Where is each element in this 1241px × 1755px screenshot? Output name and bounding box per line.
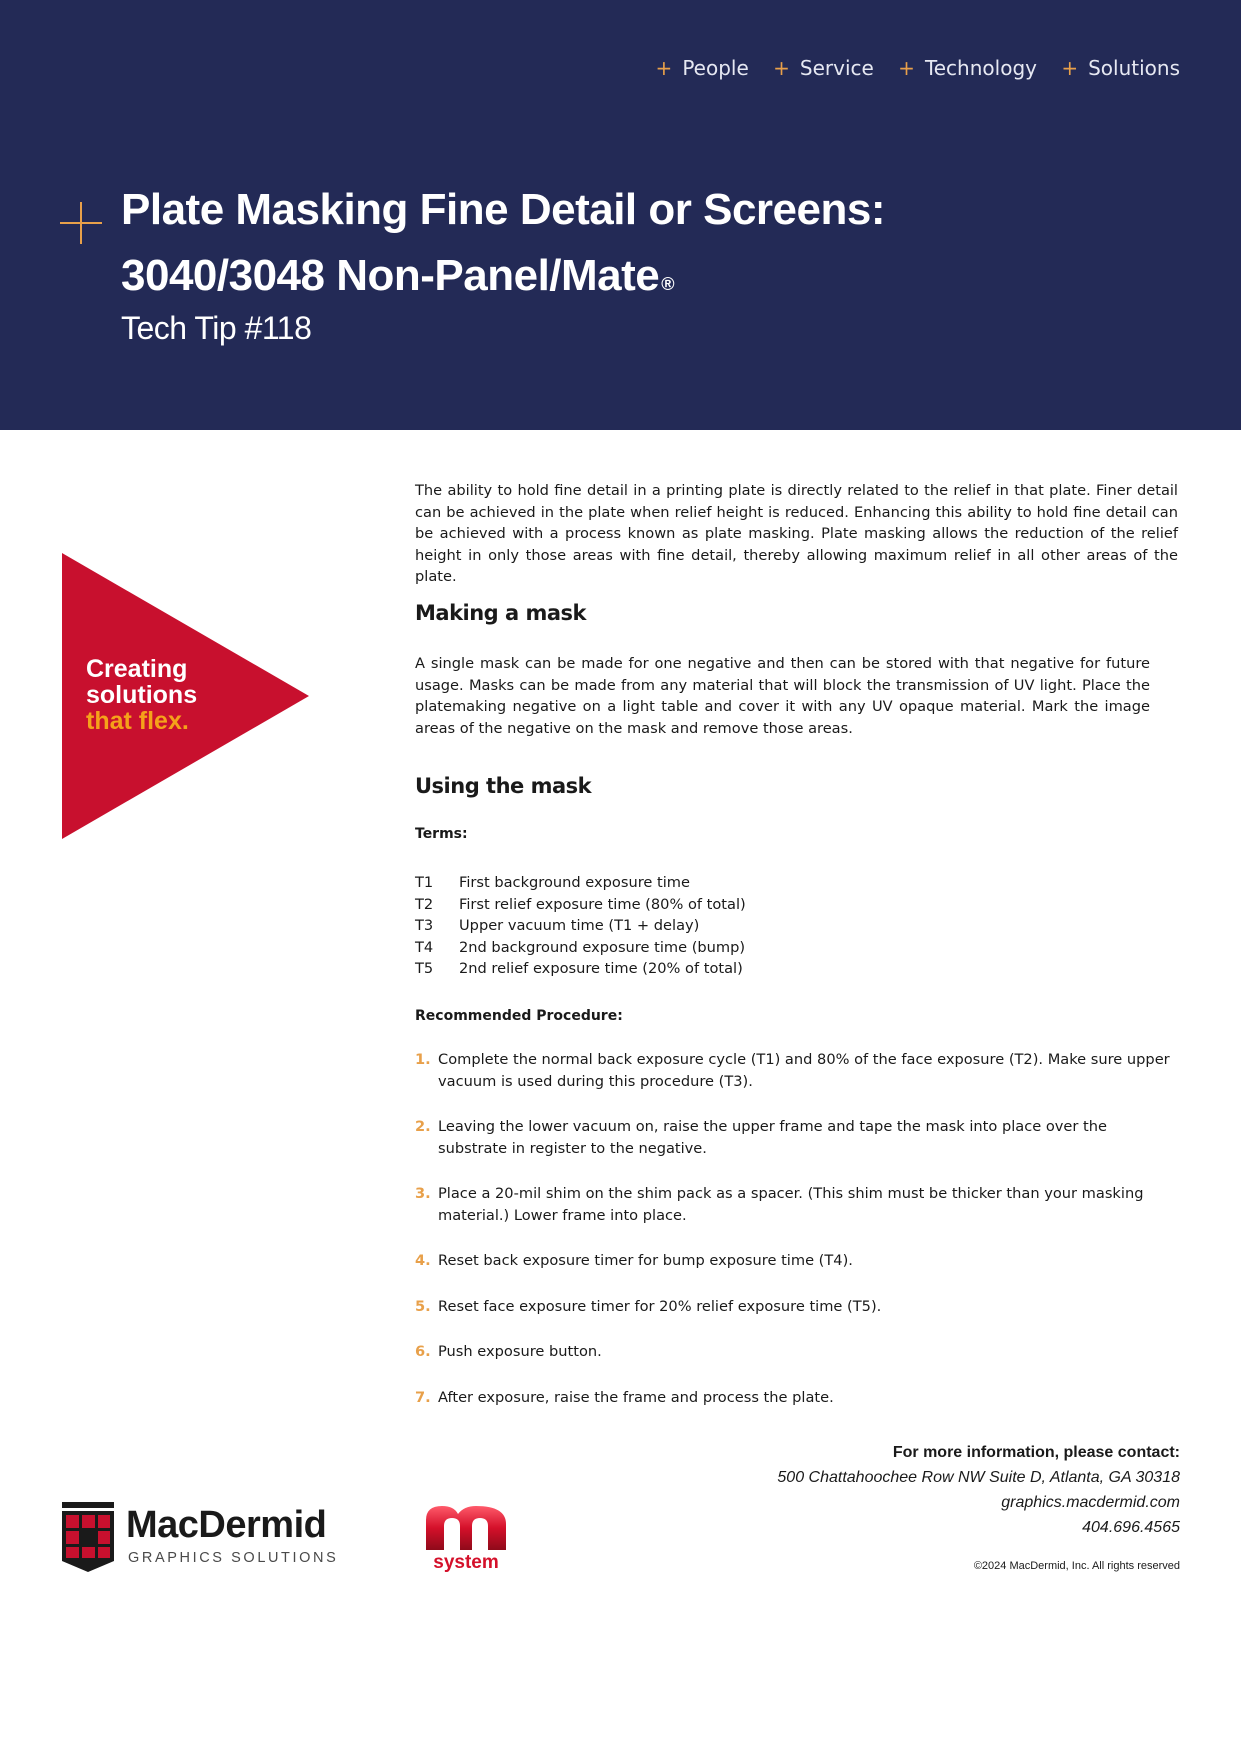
title-line-2-text: 3040/3048 Non-Panel/Mate (121, 251, 660, 300)
plus-icon: + (898, 56, 915, 80)
term-row (415, 937, 746, 959)
contact-website-link[interactable]: graphics.macdermid.com (1001, 1494, 1180, 1511)
plus-icon: + (655, 56, 673, 80)
promo-line-1: Creating (86, 655, 188, 683)
term-text: First relief exposure time (80% of total) (459, 895, 746, 913)
step-item (415, 1183, 1178, 1226)
step-text: Reset back exposure timer for bump exposure time (T4). (438, 1252, 853, 1269)
using-mask-heading: Using the mask (415, 774, 592, 798)
step-number: 6. (415, 1343, 431, 1360)
step-number: 2. (415, 1118, 431, 1135)
step-text: Reset face exposure timer for 20% relief exposure time (T5). (438, 1297, 882, 1315)
step-number: 4. (415, 1252, 431, 1269)
step-item (415, 1250, 1178, 1272)
macdermid-wordmark: MacDermid (126, 1504, 327, 1546)
macdermid-logo (62, 1502, 352, 1572)
m-system-logo (418, 1500, 514, 1572)
page-title (121, 177, 1171, 309)
macdermid-mark-icon (62, 1502, 114, 1572)
term-code: T2 (415, 895, 434, 913)
term-text: First background exposure time (459, 874, 690, 891)
title-line-1: Plate Masking Fine Detail or Screens: (121, 185, 885, 234)
term-code: T4 (415, 938, 434, 956)
terms-label: Terms: (415, 826, 468, 842)
term-row (415, 872, 746, 894)
registered-mark: ® (661, 274, 675, 294)
step-item (415, 1296, 1178, 1318)
term-row (415, 915, 746, 937)
intro-paragraph: The ability to hold fine detail in a printing plate is directly related to the relief in that plate. Finer detail can be achieved in the plate when relief height is reduced. Enhancing this ability to hold fine detail can be achieved with a process known as plate masking. Plate masking allows the reduction of the relief height in only those areas with fine detail, thereby allowing maximum relief in all other areas of the plate. (415, 482, 1178, 585)
contact-address: 500 Chattahoochee Row NW Suite D, Atlanta, GA 30318 (777, 1469, 1180, 1486)
term-code: T1 (415, 874, 434, 891)
promo-text (86, 656, 197, 734)
copyright: ©2024 MacDermid, Inc. All rights reserved (973, 1560, 1180, 1572)
making-mask-paragraph: A single mask can be made for one negative and then can be stored with that negative for future usage. Masks can be made from any material that will block the transmission of UV light. Place the platemaking negative on a light table and cover it with any UV opaque material. Mark the image areas of the negative on the mask and remove those areas. (415, 655, 1150, 737)
page-subtitle: Tech Tip #118 (121, 310, 312, 346)
step-number: 7. (415, 1388, 431, 1406)
tagline-item: Solutions (1088, 56, 1180, 80)
promo-line-3: that flex. (86, 707, 189, 735)
step-item (415, 1341, 1178, 1363)
step-number: 5. (415, 1297, 431, 1315)
step-text: Place a 20-mil shim on the shim pack as a spacer. (This shim must be thicker than your masking material.) Lower frame into place. (438, 1185, 1144, 1224)
title-plus-icon (60, 202, 102, 244)
making-mask-heading: Making a mask (415, 601, 587, 625)
step-number: 1. (415, 1051, 431, 1068)
step-item (415, 1116, 1178, 1159)
m-system-wordmark: system (433, 1552, 499, 1572)
plus-icon: + (773, 56, 790, 80)
step-item (415, 1387, 1178, 1409)
step-text: After exposure, raise the frame and process the plate. (438, 1388, 834, 1406)
step-text: Complete the normal back exposure cycle (T1) and 80% of the face exposure (T2). Make sure upper vacuum is used during this procedure (T3). (438, 1051, 1170, 1090)
plus-icon: + (1061, 56, 1079, 80)
term-text: 2nd background exposure time (bump) (459, 938, 746, 956)
contact-phone: 404.696.4565 (1082, 1519, 1180, 1536)
step-number: 3. (415, 1185, 431, 1202)
tagline-item: Technology (924, 56, 1037, 80)
title-line-2 (121, 243, 1171, 309)
term-code: T3 (415, 917, 434, 934)
contact-block (777, 1440, 1180, 1540)
term-code: T5 (415, 960, 434, 977)
promo-line-2: solutions (86, 681, 198, 709)
tagline (656, 56, 1180, 80)
term-row (415, 958, 746, 980)
main-content (415, 480, 1178, 1406)
step-text: Push exposure button. (438, 1343, 602, 1360)
tagline-item: People (682, 56, 749, 80)
procedure-steps (415, 1049, 1178, 1432)
procedure-label: Recommended Procedure: (415, 1008, 623, 1024)
step-item (415, 1049, 1178, 1092)
term-text: 2nd relief exposure time (20% of total) (459, 960, 743, 977)
macdermid-subtitle: GRAPHICS SOLUTIONS (128, 1550, 339, 1566)
term-row (415, 894, 746, 916)
term-text: Upper vacuum time (T1 + delay) (459, 917, 700, 934)
contact-heading: For more information, please contact: (892, 1444, 1180, 1461)
tagline-item: Service (799, 56, 874, 80)
header-banner (0, 0, 1241, 430)
step-text: Leaving the lower vacuum on, raise the upper frame and tape the mask into place over the substrate in register to the negative. (438, 1118, 1108, 1157)
terms-list (415, 872, 746, 980)
